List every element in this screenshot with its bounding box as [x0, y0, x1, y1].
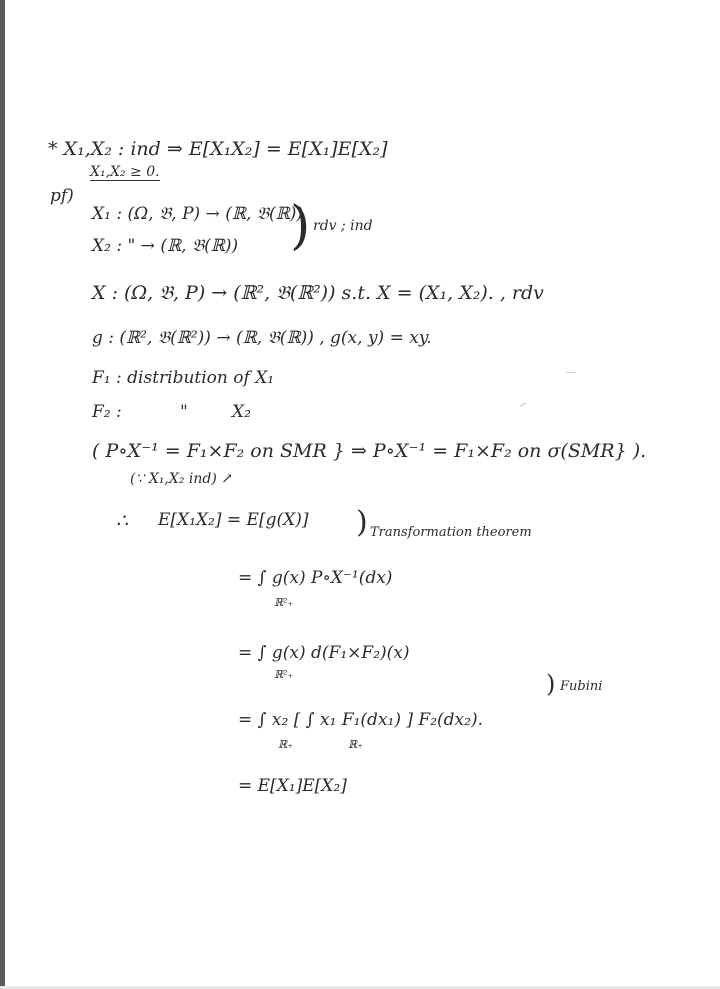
step-3: = ∫ g(x) d(F₁×F₂)(x) — [238, 643, 410, 663]
step-5: = E[X₁]E[X₂] — [238, 776, 347, 796]
therefore-symbol: ∴ — [116, 510, 129, 532]
scan-speck — [566, 372, 576, 373]
fubini-note: Fubini — [560, 679, 603, 694]
because-note: (∵ X₁,X₂ ind) ↗ — [130, 471, 233, 487]
right-brace-icon: ) — [356, 505, 368, 540]
step-3-domain: ℝ²₊ — [274, 668, 294, 681]
g-definition: g : (ℝ², 𝔅(ℝ²)) → (ℝ, 𝔅(ℝ)) , g(x, y) = xy. — [92, 328, 432, 348]
proof-mark: pf) — [50, 186, 74, 206]
product-measure-line: ( P∘X⁻¹ = F₁×F₂ on SMR } ⇒ P∘X⁻¹ = F₁×F₂ on σ(SMR} ). — [92, 440, 647, 462]
scan-speck — [520, 402, 525, 406]
f2-ditto: " — [180, 402, 188, 422]
right-brace-icon: ) — [546, 670, 556, 698]
x1-definition: X₁ : (Ω, 𝔅, P) → (ℝ, 𝔅(ℝ)) — [92, 204, 304, 224]
step-4-outer-domain: ℝ₊ — [278, 738, 293, 751]
step-4-inner-domain: ℝ₊ — [348, 738, 363, 751]
step-2: = ∫ g(x) P∘X⁻¹(dx) — [238, 568, 393, 588]
right-brace-icon: ) — [290, 196, 311, 256]
rdv-ind-label: rdv ; ind — [313, 218, 373, 234]
step-1: E[X₁X₂] = E[g(X)] — [158, 510, 309, 530]
x2-definition: X₂ : " → (ℝ, 𝔅(ℝ)) — [92, 236, 239, 256]
f2-variable: X₂ — [232, 402, 251, 422]
condition-text: X₁,X₂ ≥ 0. — [90, 164, 160, 180]
transformation-theorem-note: Transformation theorem — [370, 525, 532, 540]
f2-label: F₂ : — [92, 402, 122, 422]
nonnegativity-condition — [90, 165, 160, 179]
step-4: = ∫ x₂ [ ∫ x₁ F₁(dx₁) ] F₂(dx₂). — [238, 710, 483, 730]
f1-definition: F₁ : distribution of X₁ — [92, 368, 275, 388]
step-2-domain: ℝ²₊ — [274, 596, 294, 609]
vector-x-definition: X : (Ω, 𝔅, P) → (ℝ², 𝔅(ℝ²)) s.t. X = (X₁, X₂). , rdv — [92, 282, 544, 304]
theorem-statement: * X₁,X₂ : ind ⇒ E[X₁X₂] = E[X₁]E[X₂] — [48, 138, 388, 160]
